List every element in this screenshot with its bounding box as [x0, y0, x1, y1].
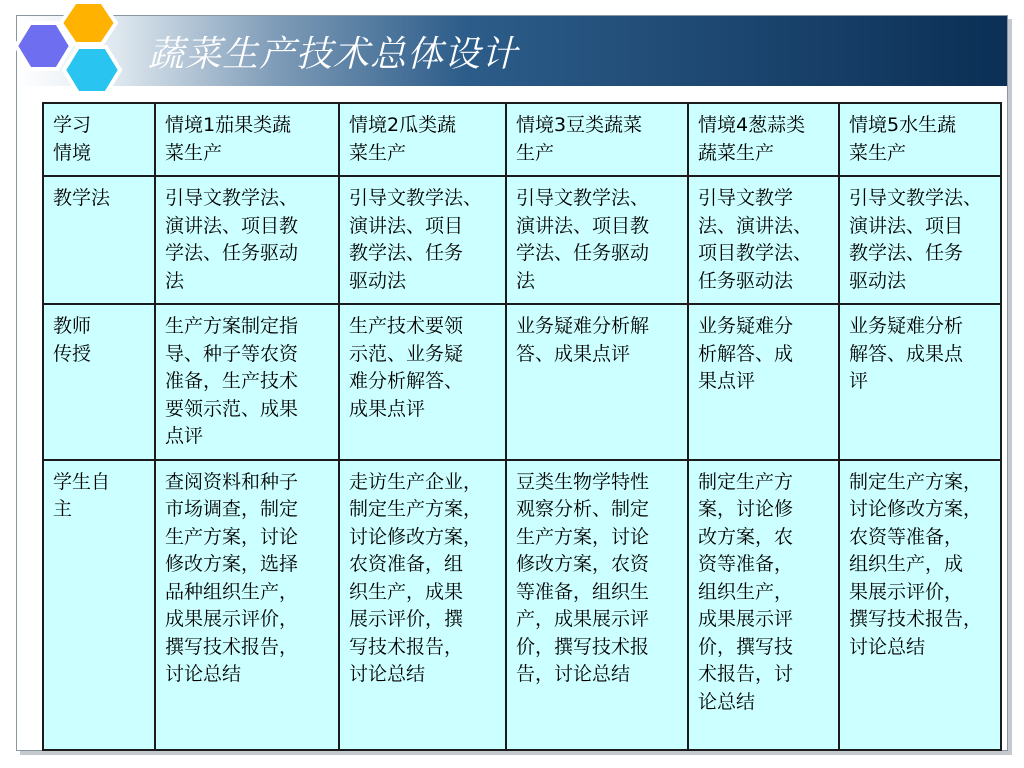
- row-label-student-autonomy: 学生自 主: [43, 460, 155, 750]
- row-label-teacher-instruction: 教师 传授: [43, 304, 155, 460]
- page-title: 蔬菜生产技术总体设计: [148, 34, 519, 75]
- table-cell: 生产技术要领 示范、业务疑 难分析解答、 成果点评: [339, 304, 506, 460]
- table-cell: 生产方案制定指 导、种子等农资 准备，生产技术 要领示范、成果 点评: [155, 304, 339, 460]
- table-cell: 制定生产方 案，讨论修 改方案，农 资等准备， 组织生产， 成果展示评 价，撰写技 术报告，讨 论总结: [688, 460, 839, 750]
- cyan-hexagon-icon: [64, 47, 120, 93]
- table-cell: 引导文教学法、 演讲法、项目 教学法、任务 驱动法: [339, 176, 506, 304]
- row-label-teaching-method: 教学法: [43, 176, 155, 304]
- table-cell: 引导文教学 法、演讲法、 项目教学法、 任务驱动法: [688, 176, 839, 304]
- table-row-teacher-instruction: [43, 304, 1001, 460]
- table-cell: 制定生产方案， 讨论修改方案， 农资等准备， 组织生产，成 果展示评价， 撰写技术报告， 讨论总结: [839, 460, 1001, 750]
- table-cell: 业务疑难分析解 答、成果点评: [506, 304, 688, 460]
- table-cell: 豆类生物学特性 观察分析、制定 生产方案，讨论 修改方案，农资 等准备，组织生 产，成果展示评 价，撰写技术报 告，讨论总结: [506, 460, 688, 750]
- header-cell-context-5: 情境5水生蔬 菜生产: [839, 103, 1001, 176]
- header-cell-learning-context: 学习 情境: [43, 103, 155, 176]
- table-cell: 走访生产企业， 制定生产方案， 讨论修改方案， 农资准备，组 织生产，成果 展示评价，撰 写技术报告， 讨论总结: [339, 460, 506, 750]
- header-row: [43, 103, 1001, 176]
- header-cell-context-3: 情境3豆类蔬菜 生产: [506, 103, 688, 176]
- orange-hexagon-icon: [61, 2, 116, 44]
- hexagon-cluster-icon: [0, 0, 150, 104]
- purple-hexagon-icon: [16, 23, 71, 69]
- table-cell: 引导文教学法、 演讲法、项目教 学法、任务驱动 法: [506, 176, 688, 304]
- header-cell-context-2: 情境2瓜类蔬 菜生产: [339, 103, 506, 176]
- table-cell: 引导文教学法、 演讲法、项目 教学法、任务 驱动法: [839, 176, 1001, 304]
- header-cell-context-4: 情境4葱蒜类 蔬菜生产: [688, 103, 839, 176]
- design-table: [42, 102, 1002, 751]
- table-cell: 业务疑难分析 解答、成果点 评: [839, 304, 1001, 460]
- table-row-teaching-method: [43, 176, 1001, 304]
- header-cell-context-1: 情境1茄果类蔬 菜生产: [155, 103, 339, 176]
- table-cell: 业务疑难分 析解答、成 果点评: [688, 304, 839, 460]
- table-cell: 引导文教学法、 演讲法、项目教 学法、任务驱动 法: [155, 176, 339, 304]
- table-row-student-autonomy: [43, 460, 1001, 750]
- table-cell: 查阅资料和种子 市场调查，制定 生产方案，讨论 修改方案，选择 品种组织生产， 成果展示评价， 撰写技术报告， 讨论总结: [155, 460, 339, 750]
- course-design-table: [42, 102, 1000, 751]
